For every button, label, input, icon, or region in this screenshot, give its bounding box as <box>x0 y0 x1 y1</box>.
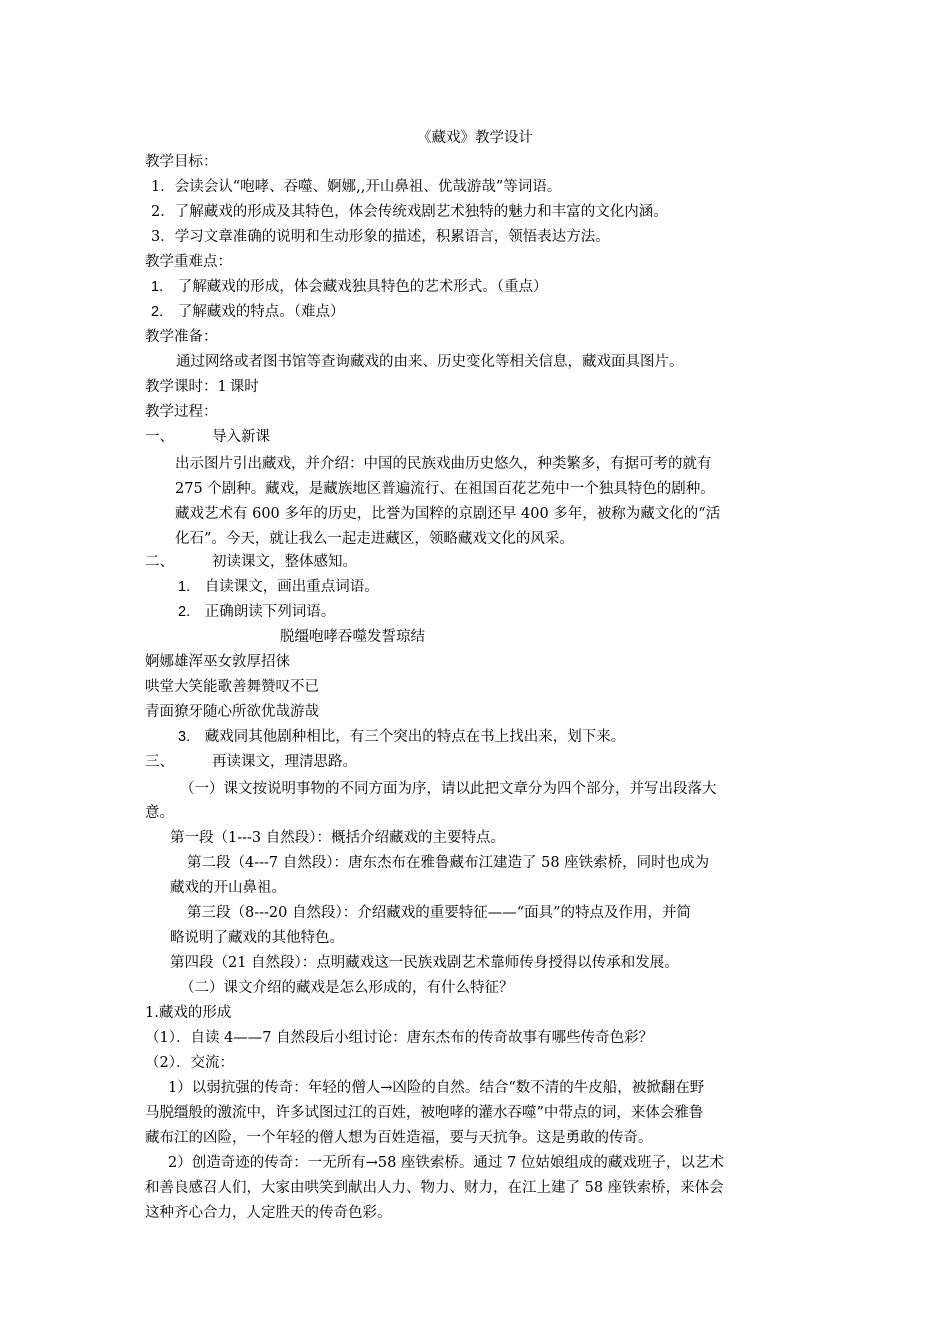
paragraph-summary-4: 第四段（21 自然段）：点明藏戏这一民族戏剧艺术靠师传身授得以传承和发展。 <box>170 955 679 971</box>
prep-text: 通过网络或者图书馆等查询藏戏的由来、历史变化等相关信息，藏戏面具图片。 <box>176 354 684 370</box>
key-points-heading: 教学重难点： <box>145 254 232 270</box>
key-point-1 <box>151 275 547 299</box>
list-text: 正确朗读下列词语。 <box>204 604 336 620</box>
word-list-line: 婀娜雄浑巫女敦厚招徕 <box>145 654 290 670</box>
discussion-point-2: 2）创造奇迹的传奇：一无所有→58 座铁索桥。通过 7 位姑娘组成的藏戏班子，以艺术 <box>168 1155 724 1171</box>
list-text: 自读课文，画出重点词语。 <box>204 579 379 595</box>
prep-heading: 教学准备： <box>145 329 218 345</box>
list-number: 2. <box>151 304 164 320</box>
section-2-item-2 <box>178 600 335 624</box>
list-text: 了解藏戏的形成，体会藏戏独具特色的艺术形式。（重点） <box>177 279 548 295</box>
question-2: （二）课文介绍的藏戏是怎么形成的，有什么特征？ <box>180 980 514 996</box>
section-2-item-3 <box>178 725 625 749</box>
list-text: 藏戏同其他剧种相比，有三个突出的特点在书上找出来，划下来。 <box>204 729 626 745</box>
word-list-line: 哄堂大笑能歌善舞赞叹不已 <box>145 679 319 695</box>
doc-title: 《藏戏》教学设计 <box>417 130 533 146</box>
hours-value: 1 <box>217 379 227 395</box>
key-point-2 <box>151 300 344 324</box>
paragraph-summary-3: 第三段（8---20 自然段）：介绍藏戏的重要特征——“面具”的特点及作用，并简 <box>187 905 692 921</box>
hours-label: 教学课时： <box>145 379 218 395</box>
word-list-line: 青面獠牙随心所欲优哉游哉 <box>145 704 319 720</box>
paragraph-summary-2: 第二段（4---7 自然段）：唐东杰布在雅鲁藏布江建造了 58 座铁索桥，同时也成为 <box>187 855 710 871</box>
section-1-line: 化石”。今天，就让我么一起走进藏区，领略藏戏文化的风采。 <box>175 531 574 547</box>
hours-unit: 课时 <box>229 379 259 395</box>
paragraph-summary-1: 第一段（1---3 自然段）：概括介绍藏戏的主要特点。 <box>170 830 506 846</box>
list-number: 1. <box>151 279 164 295</box>
discussion-point-1-cont: 藏布江的凶险，一个年轻的僧人想为百姓造福，要与天抗争。这是勇敢的传奇。 <box>145 1130 653 1146</box>
list-text: 了解藏戏的特点。（难点） <box>177 304 345 320</box>
discussion-point-1-cont: 马脱缰般的激流中，许多试图过江的百姓，被咆哮的灌水吞噬”中带点的词，来体会雅鲁 <box>145 1105 704 1121</box>
objective-1: 1．会读会认“咆哮、吞噬、婀娜,,开山鼻祖、优哉游哉”等词语。 <box>151 179 562 195</box>
paragraph-summary-2-cont: 藏戏的开山鼻祖。 <box>170 880 286 896</box>
question-1-line-2: 意。 <box>145 805 174 821</box>
discussion-point-2-cont: 这种齐心合力，人定胜天的传奇色彩。 <box>145 1205 392 1221</box>
section-1-line: 275 个剧种。藏戏，是藏族地区普遍流行、在祖国百花艺苑中一个独具特色的剧种。 <box>175 481 715 497</box>
section-1-marker: 一、 <box>145 429 174 445</box>
section-2-item-1 <box>178 575 379 599</box>
section-2-title: 初读课文，整体感知。 <box>212 554 357 570</box>
discussion-point-2-cont: 和善良感召人们，大家由哄笑到献出人力、物力、财力，在江上建了 58 座铁索桥，来体会 <box>145 1180 724 1196</box>
question-1-line-1: （一）课文按说明事物的不同方面为序，请以此把文章分为四个部分，并写出段落大 <box>180 781 717 797</box>
objective-3: 3．学习文章准确的说明和生动形象的描述，积累语言，领悟表达方法。 <box>151 229 610 245</box>
step-1: （1）．自读 4——7 自然段后小组讨论：唐东杰布的传奇故事有哪些传奇色彩？ <box>145 1030 654 1046</box>
process-heading: 教学过程： <box>145 404 218 420</box>
word-list-line: 脱缰咆哮吞噬发誓琼结 <box>280 629 425 645</box>
section-2-marker: 二、 <box>145 554 174 570</box>
section-3-title: 再读课文，理清思路。 <box>212 754 357 770</box>
section-1-title: 导入新课 <box>212 429 270 445</box>
step-2: （2）．交流： <box>145 1055 234 1071</box>
hours-line <box>145 375 259 399</box>
list-number: 2. <box>178 604 191 620</box>
section-3-marker: 三、 <box>145 754 174 770</box>
section-1-line: 藏戏艺术有 600 多年的历史，比誉为国粹的京剧还早 400 多年，被称为藏文化的“活 <box>175 506 721 522</box>
objective-2: 2．了解藏戏的形成及其特色，体会传统戏剧艺术独特的魅力和丰富的文化内涵。 <box>151 204 668 220</box>
objectives-heading: 教学目标： <box>145 154 218 170</box>
list-number: 3. <box>178 729 191 745</box>
list-number: 1. <box>178 579 191 595</box>
section-1-line: 出示图片引出藏戏，并介绍：中国的民族戏曲历史悠久，种类繁多，有据可考的就有 <box>175 456 712 472</box>
subheading-formation: 1.藏戏的形成 <box>145 1005 232 1021</box>
discussion-point-1: 1）以弱抗强的传奇：年轻的僧人→凶险的自然。结合“数不清的牛皮船，被掀翻在野 <box>168 1080 705 1096</box>
paragraph-summary-3-cont: 略说明了藏戏的其他特色。 <box>170 930 344 946</box>
